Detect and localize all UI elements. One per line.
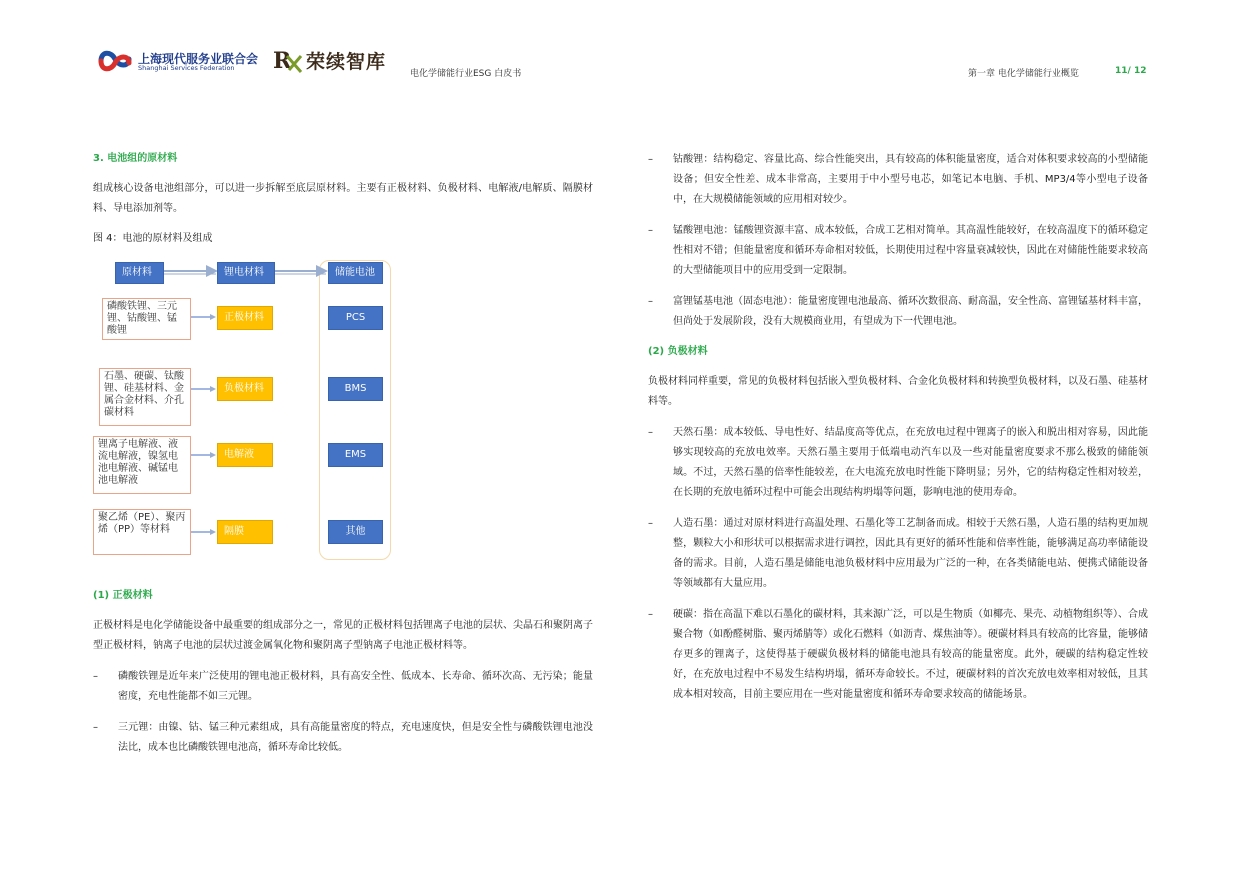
storage-battery-box: 储能电池 bbox=[328, 262, 383, 284]
electrolyte-box: 电解液 bbox=[217, 443, 273, 467]
list-item-text: 钴酸锂：结构稳定、容量比高、综合性能突出，具有较高的体积能量密度，适合对体积要求较高的小型储能设备；但安全性差、成本非常高，主要用于中小型号电芯，如笔记本电脑、手机、MP3/4等小型电子设备中，在大规模储能领域的应用相对较少。 bbox=[673, 154, 1148, 205]
raw-material-box: 原材料 bbox=[115, 262, 164, 284]
cathode-sources: 磷酸铁锂、三元锂、钴酸锂、锰酸锂 bbox=[102, 298, 191, 340]
separator-box: 隔膜 bbox=[217, 520, 273, 544]
paragraph-cathode-intro: 正极材料是电化学储能设备中最重要的组成部分之一，常见的正极材料包括锂离子电池的层状、尖晶石和聚阴离子型正极材料，钠离子电池的层状过渡金属氧化物和聚阴离子型钠离子电池正极材料等。 bbox=[93, 620, 593, 651]
list-item bbox=[93, 667, 593, 707]
paragraph-anode-intro: 负极材料同样重要，常见的负极材料包括嵌入型负极材料、合金化负极材料和转换型负极材料，以及石墨、硅基材料等。 bbox=[648, 376, 1148, 407]
page-header bbox=[0, 0, 1240, 90]
list-item-text: 富锂锰基电池（固态电池）：能量密度锂电池最高、循环次数很高、耐高温，安全性高、富锂锰基材料丰富，但尚处于发展阶段，没有大规模商业用，有望成为下一代锂电池。 bbox=[673, 296, 1148, 327]
list-dash: – bbox=[648, 518, 653, 529]
org-name-cn: 上海现代服务业联合会 bbox=[138, 52, 259, 66]
list-item-text: 人造石墨：通过对原材料进行高温处理、石墨化等工艺制备而成。相较于天然石墨，人造石墨的结构更加规整，颗粒大小和形状可以根据需求进行调控，因此具有更好的循环性能和倍率性能，能够满足高功率储能设备的需求。目前，人造石墨是储能电池负极材料中应用最为广泛的一种，在各类储能电站、便携式储能设备等领域都有大量应用。 bbox=[673, 518, 1148, 589]
anode-material-box: 负极材料 bbox=[217, 377, 273, 401]
list-dash: – bbox=[648, 296, 653, 307]
battery-materials-diagram bbox=[93, 255, 413, 575]
pcs-box: PCS bbox=[328, 306, 383, 330]
figure-caption: 图 4：电池的原材料及组成 bbox=[93, 233, 213, 244]
left-column bbox=[93, 150, 593, 758]
section-title-anode: (2) 负极材料 bbox=[648, 346, 708, 357]
page-number: 11/ 12 bbox=[1115, 66, 1147, 76]
svg-text:R: R bbox=[273, 48, 292, 74]
list-item-text: 天然石墨：成本较低、导电性好、结晶度高等优点，在充放电过程中锂离子的嵌入和脱出相对容易，因此能够实现较高的充放电效率。天然石墨主要用于低端电动汽车以及一些对能量密度要求不那么极致的储能领域。不过，天然石墨的倍率性能较差，在大电流充放电时性能下降明显；另外，它的结构稳定性相对较差，在长期的充放电循环过程中可能会出现结构坍塌等问题，影响电池的使用寿命。 bbox=[673, 427, 1148, 498]
list-item bbox=[648, 221, 1148, 281]
list-item-text: 磷酸铁锂是近年来广泛使用的锂电池正极材料，具有高安全性、低成本、长寿命、循环次高、无污染；能量密度，充电性能都不如三元锂。 bbox=[118, 671, 593, 702]
list-dash: – bbox=[648, 154, 653, 165]
lithium-material-box: 锂电材料 bbox=[217, 262, 275, 284]
bms-box: BMS bbox=[328, 377, 383, 401]
right-column bbox=[648, 150, 1148, 705]
cathode-material-box: 正极材料 bbox=[217, 306, 273, 330]
org-name-en: Shanghai Services Federation bbox=[138, 64, 235, 72]
list-item bbox=[648, 150, 1148, 210]
list-item bbox=[648, 423, 1148, 503]
separator-sources: 聚乙烯（PE）、聚丙烯（PP）等材料 bbox=[93, 509, 191, 555]
list-dash: – bbox=[648, 225, 653, 236]
section-title-raw-materials: 3. 电池组的原材料 bbox=[93, 153, 178, 164]
list-item bbox=[648, 514, 1148, 594]
document-title: 电化学储能行业ESG 白皮书 bbox=[410, 69, 522, 79]
other-box: 其他 bbox=[328, 520, 383, 544]
rx-brand-logo bbox=[273, 46, 303, 74]
list-dash: – bbox=[648, 427, 653, 438]
anode-sources: 石墨、硬碳、钛酸锂、硅基材料、金属合金材料、介孔碳材料 bbox=[99, 368, 191, 426]
list-dash: – bbox=[93, 722, 98, 733]
list-item-text: 硬碳：指在高温下难以石墨化的碳材料，其来源广泛，可以是生物质（如椰壳、果壳、动植物组织等）、合成聚合物（如酚醛树脂、聚丙烯腈等）或化石燃料（如沥青、煤焦油等）。硬碳材料具有较高的比容量，能够储存更多的锂离子，这使得基于硬碳负极材料的储能电池具有较高的能量密度。此外，硬碳的结构稳定性较好，在充放电过程中不易发生结构坍塌，循环寿命较长。不过，硬碳材料的首次充放电效率相对较低，且其成本相对较高，目前主要应用在一些对能量密度和循环寿命要求较高的储能场景。 bbox=[673, 609, 1148, 700]
list-item-text: 三元锂：由镍、钴、锰三种元素组成，具有高能量密度的特点，充电速度快，但是安全性与磷酸铁锂电池没法比，成本也比磷酸铁锂电池高，循环寿命比较低。 bbox=[118, 722, 593, 753]
chapter-title: 第一章 电化学储能行业概览 bbox=[968, 69, 1079, 79]
list-item bbox=[648, 292, 1148, 332]
list-item bbox=[648, 605, 1148, 705]
list-dash: – bbox=[648, 609, 653, 620]
electrolyte-sources: 锂离子电解液、液流电解液，镍氢电池电解液、碱锰电池电解液 bbox=[93, 436, 191, 494]
list-item-text: 锰酸锂电池：锰酸锂资源丰富、成本较低，合成工艺相对简单。其高温性能较好，在较高温度下的循环稳定性相对不错；但能量密度和循环寿命相对较低，长期使用过程中容量衰减较快，因此在对储能性能要求较高的大型储能项目中的应用受到一定限制。 bbox=[673, 225, 1148, 276]
list-dash: – bbox=[93, 671, 98, 682]
section-title-cathode: (1) 正极材料 bbox=[93, 590, 153, 601]
paragraph-intro: 组成核心设备电池组部分，可以进一步拆解至底层原材料。主要有正极材料、负极材料、电解液/电解质、隔膜材料、导电添加剂等。 bbox=[93, 183, 593, 214]
list-item bbox=[93, 718, 593, 758]
brand-name: 荣续智库 bbox=[306, 51, 387, 73]
shanghai-services-federation-logo bbox=[97, 46, 133, 76]
ems-box: EMS bbox=[328, 443, 383, 467]
